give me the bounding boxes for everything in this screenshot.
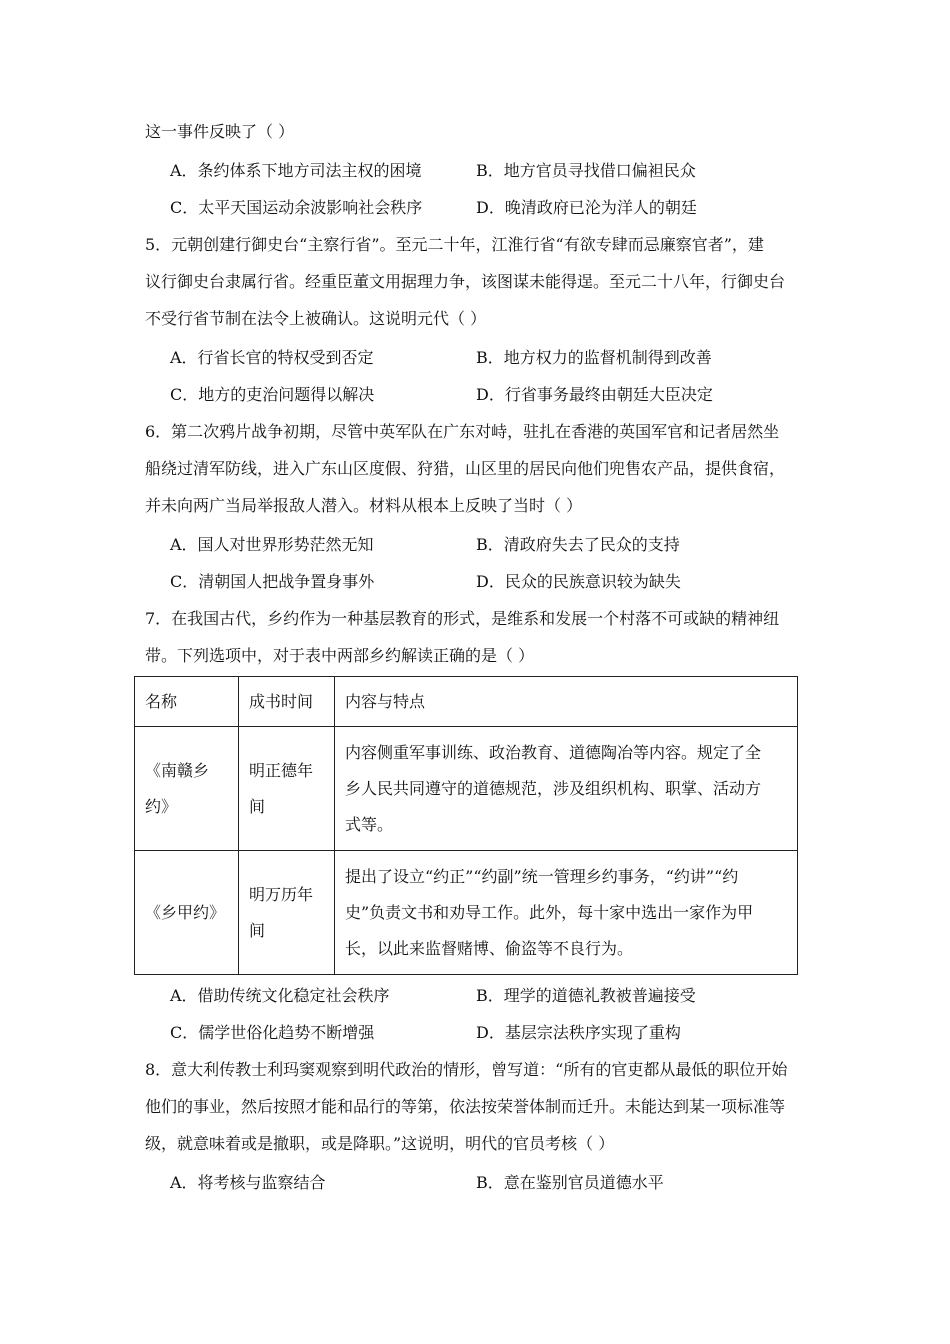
q5-stem-line-2: 议行御史台隶属行省。经重臣董文用据理力争，该图谋未能得逞。至元二十八年，行御史台 xyxy=(145,272,786,291)
q7-option-c[interactable]: C．儒学世俗化趋势不断增强 xyxy=(170,1023,375,1042)
cell-line: 明万历年 xyxy=(249,884,314,904)
table-row xyxy=(135,851,798,975)
cell-line: 乡人民共同遵守的道德规范，涉及组织机构、职掌、活动方 xyxy=(345,778,762,798)
q7-option-d[interactable]: D．基层宗法秩序实现了重构 xyxy=(476,1023,681,1042)
q5-option-b[interactable]: B．地方权力的监督机制得到改善 xyxy=(476,348,712,367)
cell-line: 内容侧重军事训练、政治教育、道德陶冶等内容。规定了全 xyxy=(345,742,762,762)
q8-option-b[interactable]: B．意在鉴别官员道德水平 xyxy=(476,1173,664,1192)
q5-stem-line-1: 5．元朝创建行御史台“主察行省”。至元二十年，江淮行省“有欲专肆而忌廉察官者”，建 xyxy=(145,235,764,254)
q7-table xyxy=(134,676,798,975)
q8-option-a[interactable]: A．将考核与监察结合 xyxy=(170,1173,326,1192)
cell-time xyxy=(239,851,335,975)
q5-option-c[interactable]: C．地方的吏治问题得以解决 xyxy=(170,385,375,404)
header-content: 内容与特点 xyxy=(335,677,798,727)
cell-line: 提出了设立“约正”“约副”统一管理乡约事务，“约讲”“约 xyxy=(345,866,739,886)
cell-line: 《南赣乡 xyxy=(145,760,210,780)
q6-stem-line-1: 6．第二次鸦片战争初期，尽管中英军队在广东对峙，驻扎在香港的英国军官和记者居然坐 xyxy=(145,422,780,441)
cell-line: 式等。 xyxy=(345,814,394,834)
q7-stem-line-1: 7．在我国古代，乡约作为一种基层教育的形式，是维系和发展一个村落不可或缺的精神纽 xyxy=(145,609,780,628)
q6-option-c[interactable]: C．清朝国人把战争置身事外 xyxy=(170,572,375,591)
q8-stem-line-1: 8．意大利传教士利玛窦观察到明代政治的情形，曾写道：“所有的官吏都从最低的职位开始 xyxy=(145,1060,788,1079)
q7-stem-line-2: 带。下列选项中，对于表中两部乡约解读正确的是（ ） xyxy=(145,646,535,665)
q6-stem-line-2: 船绕过清军防线，进入广东山区度假、狩猎，山区里的居民向他们兜售农产品，提供食宿， xyxy=(145,459,786,478)
q5-option-d[interactable]: D．行省事务最终由朝廷大臣决定 xyxy=(476,385,713,404)
cell-content xyxy=(335,727,798,851)
header-time: 成书时间 xyxy=(239,677,335,727)
q4-stem-tail: 这一事件反映了（ ） xyxy=(145,122,295,141)
cell-line: 史”负责文书和劝导工作。此外，每十家中选出一家作为甲 xyxy=(345,902,754,922)
q7-option-a[interactable]: A．借助传统文化稳定社会秩序 xyxy=(170,986,390,1005)
q6-option-a[interactable]: A．国人对世界形势茫然无知 xyxy=(170,535,374,554)
q4-option-b[interactable]: B．地方官员寻找借口偏袒民众 xyxy=(476,161,696,180)
q8-stem-line-2: 他们的事业，然后按照才能和品行的等第，依法按荣誉体制而迁升。未能达到某一项标准等 xyxy=(145,1097,786,1116)
cell-line: 间 xyxy=(249,796,266,816)
header-name: 名称 xyxy=(135,677,239,727)
cell-line: 长，以此来监督赌博、偷盗等不良行为。 xyxy=(345,938,634,958)
cell-content xyxy=(335,851,798,975)
q4-option-c[interactable]: C．太平天国运动余波影响社会秩序 xyxy=(170,198,423,217)
q6-option-b[interactable]: B．清政府失去了民众的支持 xyxy=(476,535,680,554)
table-header-row xyxy=(135,677,798,727)
cell-line: 明正德年 xyxy=(249,760,314,780)
table-row xyxy=(135,727,798,851)
cell-name xyxy=(135,727,239,851)
cell-name xyxy=(135,851,239,975)
q6-stem-line-3: 并未向两广当局举报敌人潜入。材料从根本上反映了当时（ ） xyxy=(145,496,583,515)
q5-stem-line-3: 不受行省节制在法令上被确认。这说明元代（ ） xyxy=(145,309,487,328)
q6-option-d[interactable]: D．民众的民族意识较为缺失 xyxy=(476,572,681,591)
cell-line: 间 xyxy=(249,920,266,940)
cell-line: 《乡甲约》 xyxy=(145,902,226,922)
cell-line: 约》 xyxy=(145,796,178,816)
q7-option-b[interactable]: B．理学的道德礼教被普遍接受 xyxy=(476,986,696,1005)
q4-option-d[interactable]: D．晚清政府已沦为洋人的朝廷 xyxy=(476,198,697,217)
cell-time xyxy=(239,727,335,851)
q8-stem-line-3: 级，就意味着或是撤职，或是降职。”这说明，明代的官员考核（ ） xyxy=(145,1134,615,1153)
q5-option-a[interactable]: A．行省长官的特权受到否定 xyxy=(170,348,374,367)
q4-option-a[interactable]: A．条约体系下地方司法主权的困境 xyxy=(170,161,422,180)
